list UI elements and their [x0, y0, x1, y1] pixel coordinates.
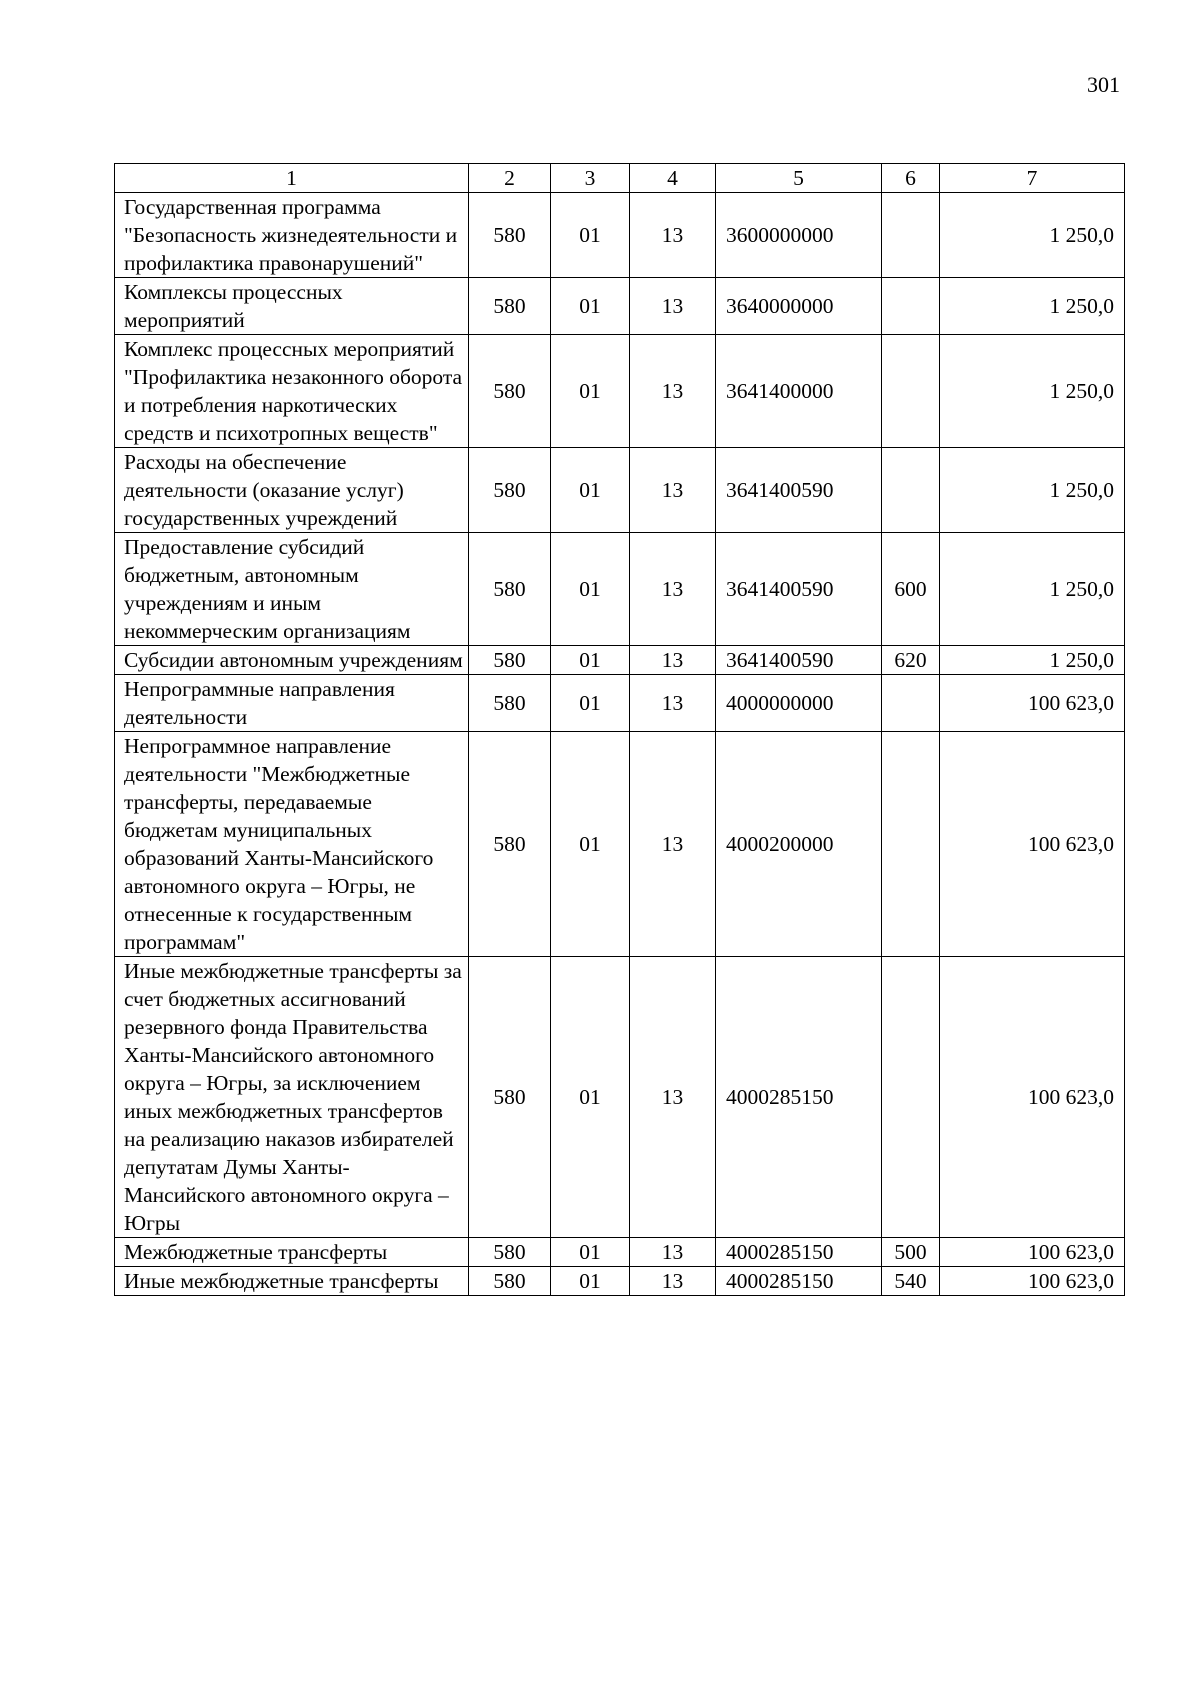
code-cell-4: 13: [630, 1267, 716, 1296]
header-cell: 4: [630, 164, 716, 193]
table-row: [115, 646, 1125, 675]
row-name-cell: Субсидии автономным учреждениям: [115, 646, 469, 675]
code-cell-2: 580: [469, 957, 551, 1238]
code-cell-6: 500: [882, 1238, 940, 1267]
amount-cell: 100 623,0: [940, 732, 1125, 957]
code-cell-4: 13: [630, 646, 716, 675]
code-cell-4: 13: [630, 448, 716, 533]
code-cell-6: [882, 675, 940, 732]
amount-cell: 1 250,0: [940, 448, 1125, 533]
code-cell-6: [882, 732, 940, 957]
row-name-cell: Комплексы процессных мероприятий: [115, 278, 469, 335]
code-cell-5: 4000285150: [716, 957, 882, 1238]
code-cell-2: 580: [469, 732, 551, 957]
code-cell-6: [882, 957, 940, 1238]
code-cell-3: 01: [551, 675, 630, 732]
amount-cell: 1 250,0: [940, 646, 1125, 675]
amount-cell: 100 623,0: [940, 1238, 1125, 1267]
code-cell-5: 3600000000: [716, 193, 882, 278]
row-name-cell: Предоставление субсидий бюджетным, автономным учреждениям и иным некоммерческим организациям: [115, 533, 469, 646]
row-name-cell: Межбюджетные трансферты: [115, 1238, 469, 1267]
code-cell-6: [882, 193, 940, 278]
amount-cell: 100 623,0: [940, 957, 1125, 1238]
code-cell-4: 13: [630, 732, 716, 957]
table-row: [115, 1267, 1125, 1296]
code-cell-3: 01: [551, 1238, 630, 1267]
row-name-cell: Расходы на обеспечение деятельности (оказание услуг) государственных учреждений: [115, 448, 469, 533]
header-cell: 2: [469, 164, 551, 193]
code-cell-2: 580: [469, 675, 551, 732]
table-row: [115, 335, 1125, 448]
table-row: [115, 278, 1125, 335]
code-cell-4: 13: [630, 278, 716, 335]
code-cell-4: 13: [630, 675, 716, 732]
code-cell-4: 13: [630, 193, 716, 278]
code-cell-6: 540: [882, 1267, 940, 1296]
code-cell-3: 01: [551, 448, 630, 533]
header-cell: 3: [551, 164, 630, 193]
code-cell-3: 01: [551, 646, 630, 675]
code-cell-3: 01: [551, 957, 630, 1238]
table-row: [115, 448, 1125, 533]
code-cell-6: [882, 448, 940, 533]
code-cell-5: 4000285150: [716, 1267, 882, 1296]
amount-cell: 1 250,0: [940, 278, 1125, 335]
code-cell-2: 580: [469, 193, 551, 278]
code-cell-2: 580: [469, 646, 551, 675]
code-cell-5: 3641400590: [716, 646, 882, 675]
code-cell-3: 01: [551, 533, 630, 646]
budget-table: [114, 163, 1125, 1296]
code-cell-5: 3641400000: [716, 335, 882, 448]
row-name-cell: Комплекс процессных мероприятий "Профилактика незаконного оборота и потребления наркотических средств и психотропных веществ": [115, 335, 469, 448]
table-body: [115, 164, 1125, 1296]
code-cell-4: 13: [630, 957, 716, 1238]
row-name-cell: Непрограммное направление деятельности "Межбюджетные трансферты, передаваемые бюджетам муниципальных образований Ханты-Мансийского автономного округа – Югры, не отнесенные к государственным программам": [115, 732, 469, 957]
header-cell: 6: [882, 164, 940, 193]
table-row: [115, 957, 1125, 1238]
code-cell-3: 01: [551, 278, 630, 335]
code-cell-2: 580: [469, 335, 551, 448]
code-cell-5: 3641400590: [716, 448, 882, 533]
code-cell-5: 4000200000: [716, 732, 882, 957]
code-cell-5: 3640000000: [716, 278, 882, 335]
code-cell-4: 13: [630, 533, 716, 646]
row-name-cell: Непрограммные направления деятельности: [115, 675, 469, 732]
amount-cell: 1 250,0: [940, 335, 1125, 448]
code-cell-3: 01: [551, 732, 630, 957]
amount-cell: 1 250,0: [940, 193, 1125, 278]
row-name-cell: Государственная программа "Безопасность жизнедеятельности и профилактика правонарушений": [115, 193, 469, 278]
amount-cell: 100 623,0: [940, 1267, 1125, 1296]
code-cell-4: 13: [630, 1238, 716, 1267]
header-cell: 1: [115, 164, 469, 193]
code-cell-5: 4000000000: [716, 675, 882, 732]
amount-cell: 1 250,0: [940, 533, 1125, 646]
header-cell: 7: [940, 164, 1125, 193]
code-cell-6: 620: [882, 646, 940, 675]
code-cell-6: 600: [882, 533, 940, 646]
header-cell: 5: [716, 164, 882, 193]
table-row: [115, 193, 1125, 278]
code-cell-6: [882, 335, 940, 448]
page-number: 301: [1087, 72, 1120, 97]
code-cell-2: 580: [469, 448, 551, 533]
code-cell-3: 01: [551, 1267, 630, 1296]
amount-cell: 100 623,0: [940, 675, 1125, 732]
code-cell-4: 13: [630, 335, 716, 448]
row-name-cell: Иные межбюджетные трансферты: [115, 1267, 469, 1296]
code-cell-2: 580: [469, 278, 551, 335]
code-cell-5: 4000285150: [716, 1238, 882, 1267]
table-header-row: [115, 164, 1125, 193]
code-cell-3: 01: [551, 335, 630, 448]
code-cell-5: 3641400590: [716, 533, 882, 646]
table-row: [115, 1238, 1125, 1267]
code-cell-6: [882, 278, 940, 335]
code-cell-2: 580: [469, 1238, 551, 1267]
code-cell-2: 580: [469, 533, 551, 646]
code-cell-2: 580: [469, 1267, 551, 1296]
table-row: [115, 533, 1125, 646]
code-cell-3: 01: [551, 193, 630, 278]
table-row: [115, 675, 1125, 732]
row-name-cell: Иные межбюджетные трансферты за счет бюджетных ассигнований резервного фонда Правительства Ханты-Мансийского автономного округа – Югры, за исключением иных межбюджетных трансфертов на реализацию наказов избирателей депутатам Думы Ханты-Мансийского автономного округа – Югры: [115, 957, 469, 1238]
table-row: [115, 732, 1125, 957]
